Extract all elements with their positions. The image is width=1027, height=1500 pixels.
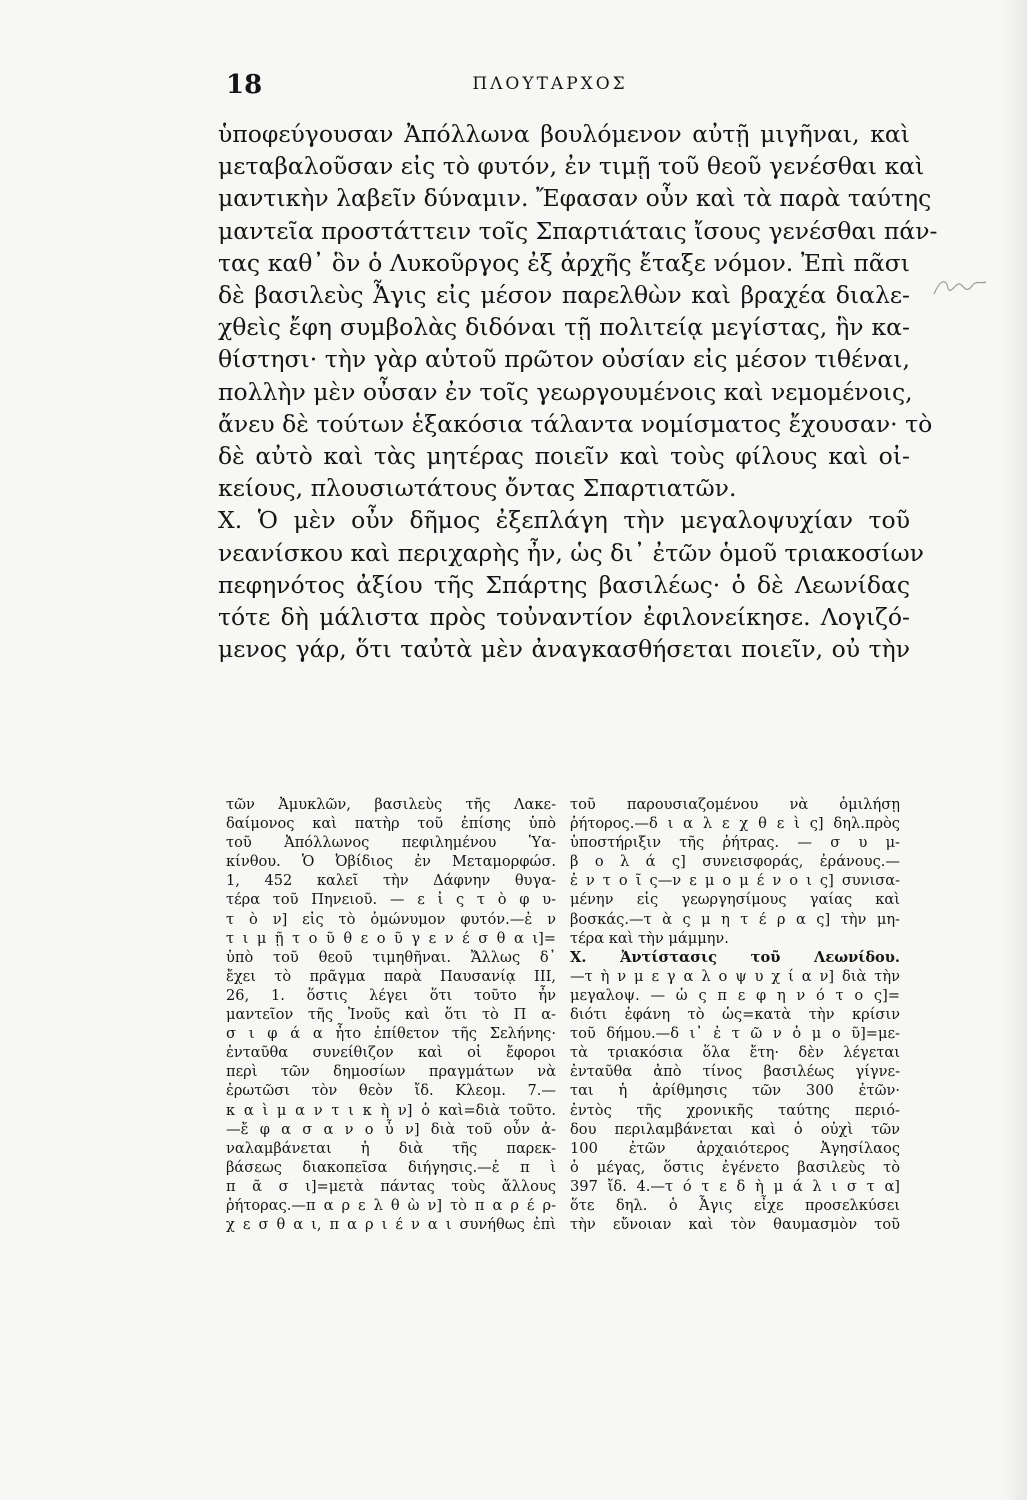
main-text-line: κείους, πλουσιωτάτους ὄντας Σπαρτιατῶν. [218, 474, 737, 503]
footnote-line: τοῦ δήμου.—δ ι᾿ ἐ τ ῶ ν ὁ μ ο ῦ]=με- [570, 1025, 900, 1043]
footnote-line: ἐ ν τ ο ῖ ς—ν ε μ ο μ έ ν ο ι ς] συνισα- [570, 872, 900, 890]
footnote-line: μαντεῖον τῆς Ἰνοῦς καὶ ὅτι τὸ Π α- [226, 1006, 556, 1024]
footnote-line: χ ε σ θ α ι, π α ρ ι έ ν α ι συνήθως ἐπὶ [226, 1216, 556, 1234]
footnote-line: βάσεως διακοπεῖσα διήγησις.—ἐ π ὶ [226, 1158, 556, 1176]
footnote-line: σ ι φ ά α ἦτο ἐπίθετον τῆς Σελήνης· [226, 1025, 556, 1043]
footnote-line: μένην εἰς γεωργησίμους γαίας καὶ [570, 891, 900, 909]
page-edge-shadow [1001, 0, 1027, 1500]
main-text-line: νεανίσκου καὶ περιχαρὴς ἦν, ὡς δι᾿ ἐτῶν ὁμοῦ τριακοσίων [218, 538, 924, 567]
footnotes-left-column [226, 795, 556, 1234]
main-text-line: μεταβαλοῦσαν εἰς τὸ φυτόν, ἐν τιμῇ τοῦ θεοῦ γενέσθαι καὶ [218, 152, 925, 181]
footnote-line: 100 ἐτῶν ἀρχαιότερος Ἀγησίλαος [570, 1139, 900, 1157]
footnote-line: ὁ μέγας, ὅστις ἐγένετο βασιλεὺς τὸ [570, 1158, 900, 1176]
footnote-line: ῥήτορος.—δ ι α λ ε χ θ ε ὶ ς] δηλ.πρὸς [570, 815, 900, 833]
footnote-line: τέρα τοῦ Πηνειοῦ. — ε ἰ ς τ ὸ φ υ- [226, 891, 556, 909]
footnotes-right-column [570, 795, 900, 1234]
main-text [218, 118, 938, 665]
main-text-line: Χ. Ὁ μὲν οὖν δῆμος ἐξεπλάγη τὴν μεγαλοψυχίαν τοῦ [218, 506, 910, 535]
footnote-line: ἐνταῦθα ἀπὸ τίνος βασιλέως γίγνε- [570, 1063, 900, 1081]
footnote-line: ἔχει τὸ πρᾶγμα παρὰ Παυσανίᾳ III, [226, 967, 556, 985]
main-text-line: μαντεῖα προστάττειν τοῖς Σπαρτιάταις ἴσους γενέσθαι πάν- [218, 216, 938, 245]
footnote-line: τοῦ Ἀπόλλωνος πεφιλημένου Ὑα- [226, 834, 556, 852]
main-text-line: θίστησι· τὴν γὰρ αὑτοῦ πρῶτον οὐσίαν εἰς μέσον τιθέναι, [218, 345, 910, 374]
footnote-line: τοῦ παρουσιαζομένου νὰ ὁμιλήσῃ [570, 796, 900, 813]
footnote-line: περὶ τῶν δημοσίων πραγμάτων νὰ [226, 1063, 556, 1081]
main-text-line: πολλὴν μὲν οὖσαν ἐν τοῖς γεωργουμένοις καὶ νεμομένοις, [218, 377, 913, 406]
footnote-line: διότι ἐφάνη τὸ ὡς=κατὰ τὴν κρίσιν [570, 1006, 900, 1024]
main-text-line: μενος γάρ, ὅτι ταὐτὰ μὲν ἀναγκασθήσεται ποιεῖν, οὐ τὴν [218, 635, 910, 664]
footnote-line: τῶν Ἀμυκλῶν, βασιλεὺς τῆς Λακε- [226, 796, 556, 813]
main-text-line: δὲ βασιλεὺς Ἆγις εἰς μέσον παρελθὼν καὶ βραχέα διαλε- [218, 281, 910, 310]
footnote-line: δου περιλαμβάνεται καὶ ὁ οὐχὶ τῶν [570, 1120, 900, 1138]
main-text-line: μαντικὴν λαβεῖν δύναμιν. Ἔφασαν οὖν καὶ τὰ παρὰ ταύτης [218, 184, 932, 213]
main-text-line: τότε δὴ μάλιστα πρὸς τοὐναντίον ἐφιλονείκησε. Λογιζό- [218, 603, 910, 632]
main-text-line: χθεὶς ἔφη συμβολὰς διδόναι τῇ πολιτείᾳ μεγίστας, ἣν κα- [218, 313, 910, 342]
footnote-line: ἐνταῦθα συνείθιζον καὶ οἱ ἔφοροι [226, 1044, 556, 1062]
main-text-line: πεφηνότος ἀξίου τῆς Σπάρτης βασιλέως· ὁ δὲ Λεωνίδας [218, 570, 910, 599]
footnote-line: τέρα καὶ τὴν μάμμην. [570, 929, 729, 947]
footnote-line: τὰ τριακόσια ὅλα ἔτη· δὲν λέγεται [570, 1044, 900, 1062]
footnote-line: 26, 1. ὅστις λέγει ὅτι τοῦτο ἦν [226, 986, 556, 1004]
footnote-line: τ ι μ ῇ τ ο ῦ θ ε ο ῦ γ ε ν έ σ θ α ι]= [226, 929, 556, 947]
footnote-line: —τ ὴ ν μ ε γ α λ ο ψ υ χ ί α ν] διὰ τὴν [570, 967, 900, 985]
main-text-line: δὲ αὐτὸ καὶ τὰς μητέρας ποιεῖν καὶ τοὺς φίλους καὶ οἰ- [218, 442, 910, 471]
footnote-line: β ο λ ά ς] συνεισφοράς, ἐράνους.— [570, 853, 900, 871]
footnote-line: κ α ὶ μ α ν τ ι κ ὴ ν] ὁ καὶ=διὰ τοῦτο. [226, 1101, 556, 1119]
footnote-line: ἐρωτῶσι τὸν θεὸν ἴδ. Κλεομ. 7.— [226, 1082, 556, 1100]
footnote-line: τὴν εὔνοιαν καὶ τὸν θαυμασμὸν τοῦ [570, 1216, 900, 1234]
footnote-line: ῥήτορας.—π α ρ ε λ θ ὼ ν] τὸ π α ρ έ ρ- [226, 1196, 556, 1214]
footnote-line: ται ἡ ἀρίθμησις τῶν 300 ἐτῶν· [570, 1082, 900, 1100]
footnote-line: ὅτε δηλ. ὁ Ἆγις εἶχε προσελκύσει [570, 1196, 900, 1214]
footnote-line: 1, 452 καλεῖ τὴν Δάφνην θυγα- [226, 872, 556, 890]
footnote-line: —ἔ φ α σ α ν ο ὖ ν] διὰ τοῦ οὖν ἀ- [226, 1120, 556, 1138]
main-text-line: ὑποφεύγουσαν Ἀπόλλωνα βουλόμενον αὐτῇ μιγῆναι, καὶ [218, 120, 910, 148]
footnote-line: π ᾶ σ ι]=μετὰ πάντας τοὺς ἄλλους [226, 1177, 556, 1195]
footnote-line: ὑποστήριξιν τῆς ῥήτρας. — σ υ μ- [570, 834, 900, 852]
pencil-scribble-icon [930, 272, 990, 302]
main-text-line: ἄνευ δὲ τούτων ἑξακόσια τάλαντα νομίσματος ἔχουσαν· τὸ [218, 409, 933, 438]
footnote-line: κίνθου. Ὁ Ὀβίδιος ἐν Μεταμορφώσ. [226, 853, 556, 871]
footnote-line: ναλαμβάνεται ἡ διὰ τῆς παρεκ- [226, 1139, 556, 1157]
footnote-line: ἐντὸς τῆς χρονικῆς ταύτης περιό- [570, 1101, 900, 1119]
footnote-line: 397 ἴδ. 4.—τ ό τ ε δ ὴ μ ά λ ι σ τ α] [570, 1177, 900, 1195]
page-number: 18 [226, 70, 263, 100]
footnote-line: μεγαλοψ. — ὡ ς π ε φ η ν ό τ ο ς]= [570, 986, 900, 1004]
footnote-section-heading: Χ. Ἀντίστασις τοῦ Λεωνίδου. [570, 948, 900, 966]
main-text-line: τας καθ᾿ ὃν ὁ Λυκοῦργος ἐξ ἀρχῆς ἔταξε νόμον. Ἐπὶ πᾶσι [218, 248, 910, 277]
footnote-line: δαίμονος καὶ πατὴρ τοῦ ἐπίσης ὑπὸ [226, 815, 556, 833]
footnote-line: βοσκάς.—τ ὰ ς μ η τ έ ρ α ς] τὴν μη- [570, 910, 900, 928]
running-head: ΠΛΟΥΤΑΡΧΟΣ [472, 74, 628, 94]
footnote-line: τ ὸ ν] εἰς τὸ ὁμώνυμον φυτόν.—ἐ ν [226, 910, 556, 928]
footnote-line: ὑπὸ τοῦ θεοῦ τιμηθῆναι. Ἄλλως δ᾿ [226, 948, 556, 966]
